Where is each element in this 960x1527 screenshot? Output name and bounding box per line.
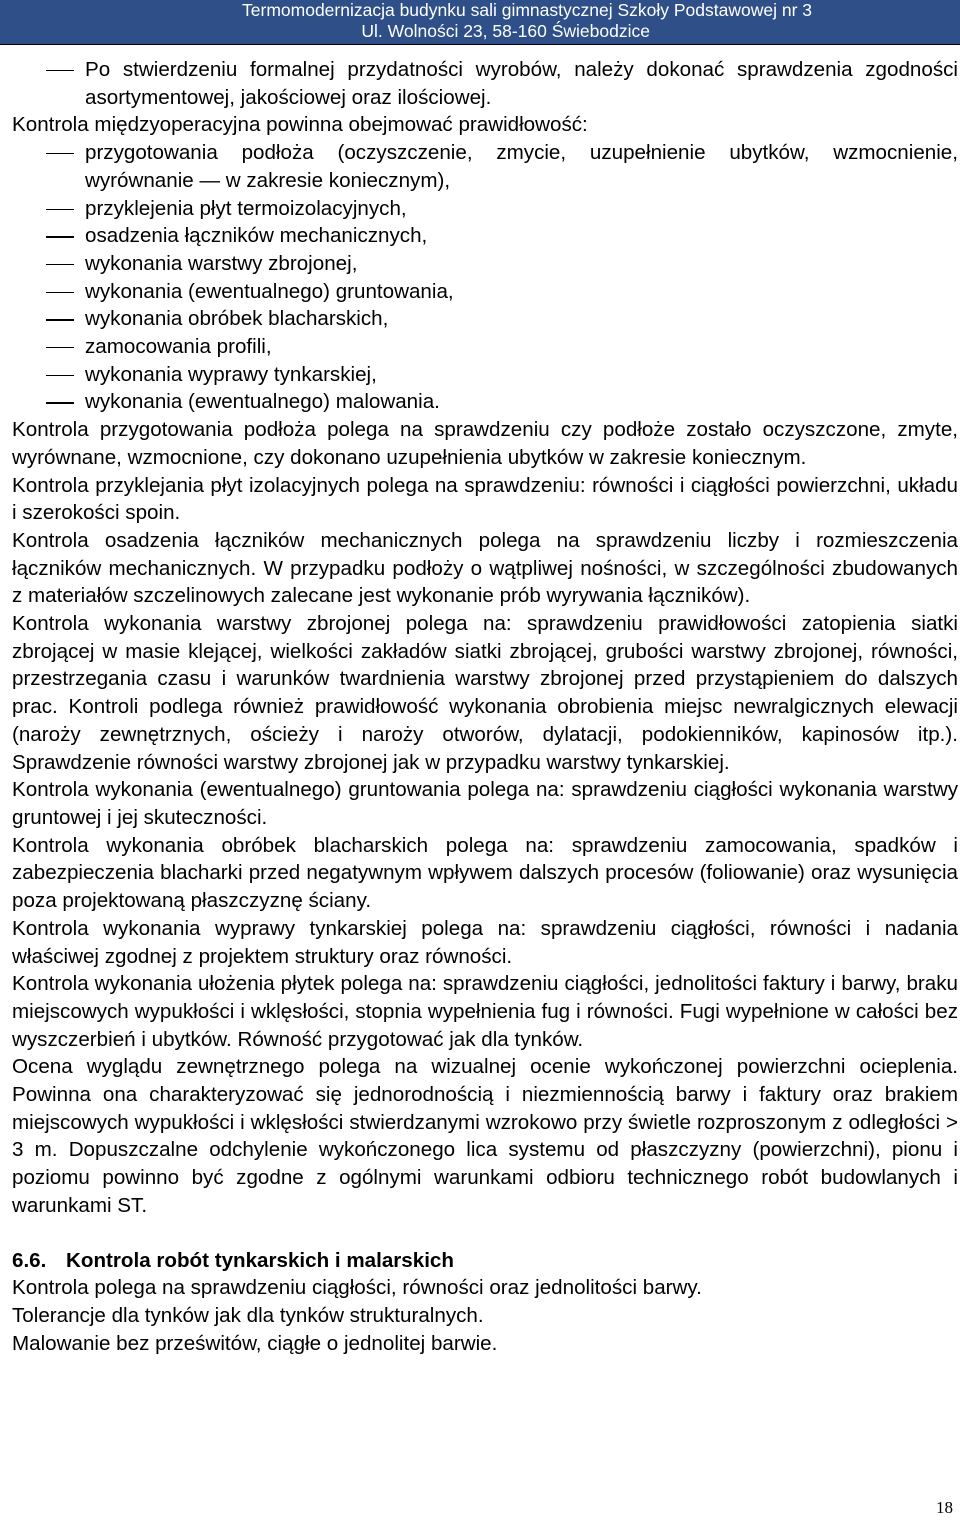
list-item: przygotowania podłoża (oczyszczenie, zmycie, uzupełnienie ubytków, wzmocnienie, wyrównanie — w zakresie koniecznym),	[12, 139, 958, 194]
section-line: Tolerancje dla tynków jak dla tynków strukturalnych.	[12, 1303, 484, 1327]
paragraph-plaster-control: Kontrola wykonania wyprawy tynkarskiej polega na: sprawdzeniu ciągłości, równości i nadania właściwej zgodnej z projektem struktury oraz równości.	[12, 916, 958, 968]
section-number: 6.6.	[12, 1248, 47, 1272]
document-body	[12, 56, 958, 1357]
paragraph-board-gluing-control: Kontrola przyklejania płyt izolacyjnych polega na sprawdzeniu: równości i ciągłości powierzchni, układu i szerokości spoin.	[12, 473, 958, 525]
paragraph-substrate-control: Kontrola przygotowania podłoża polega na sprawdzeniu czy podłoże zostało oczyszczone, zmyte, wyrównane, wzmocnione, czy dokonano uzupełnienia ubytków w zakresie koniecznym.	[12, 418, 958, 469]
paragraph-priming-control: Kontrola wykonania (ewentualnego) gruntowania polega na: sprawdzeniu ciągłości wykonania warstwy gruntowej i jej skuteczności.	[12, 778, 958, 829]
paragraph-anchors-control: Kontrola osadzenia łączników mechanicznych polega na sprawdzeniu liczby i rozmieszczenia łączników mechanicznych. W przypadku podłoży o wątpliwej nośności, w szczególności zbudowanych z materiałów szczelinowych zalecane jest wykonanie prób wyrywania łączników).	[12, 528, 958, 608]
list-item: wykonania (ewentualnego) malowania.	[12, 388, 958, 416]
paragraph-flashing-control: Kontrola wykonania obróbek blacharskich polega na: sprawdzeniu zamocowania, spadków i zabezpieczenia blacharki przed negatywnym wpływem dalszych procesów (foliowanie) oraz wysunięcia poza projektowaną płaszczyznę ściany.	[12, 833, 958, 913]
inter-operation-list	[12, 139, 958, 416]
section-line: Kontrola polega na sprawdzeniu ciągłości, równości oraz jednolitości barwy.	[12, 1276, 702, 1300]
header-title: Termomodernizacja budynku sali gimnastycznej Szkoły Podstawowej nr 3	[242, 0, 812, 20]
paragraph-reinforced-layer-control: Kontrola wykonania warstwy zbrojonej polega na: sprawdzeniu prawidłowości zatopienia siatki zbrojącej w masie klejącej, wielkości zakładów siatki zbrojącej, grubości warstwy zbrojonej, równości, przestrzegania czasu i warunków twardnienia warstwy zbrojonej przed przystąpieniem do dalszych prac. Kontroli podlega również prawidłowość wykonania obrobienia miejsc newralgicznych elewacji (naroży zewnętrznych, ościeży i naroży otworów, dylatacji, podokienników, kapinosów itp.). Sprawdzenie równości warstwy zbrojonej jak w przypadku warstwy tynkarskiej.	[12, 612, 958, 774]
section-title: Kontrola robót tynkarskich i malarskich	[66, 1248, 454, 1272]
page-number: 18	[936, 1498, 953, 1517]
list-item: wykonania warstwy zbrojonej,	[12, 250, 958, 278]
inter-operation-title: Kontrola międzyoperacyjna powinna obejmować prawidłowość:	[12, 113, 588, 137]
list-item: zamocowania profili,	[12, 333, 958, 361]
header-address: Ul. Wolności 23, 58-160 Świebodzice	[361, 21, 650, 41]
list-item: wykonania (ewentualnego) gruntowania,	[12, 278, 958, 306]
paragraph-tiles-control: Kontrola wykonania ułożenia płytek polega na: sprawdzeniu ciągłości, jednolitości faktury i barwy, braku miejscowych wypukłości i wklęsłości, stopnia wypełnienia fug i równości. Fugi wypełnione w całości bez wyszczerbień i ubytków. Równość przygotować jak dla tynków.	[12, 972, 958, 1051]
list-item: osadzenia łączników mechanicznych,	[12, 222, 958, 250]
page-header	[0, 0, 960, 45]
section-heading	[12, 1247, 958, 1275]
paragraph-appearance-assessment: Ocena wyglądu zewnętrznego polega na wizualnej ocenie wykończonej powierzchni ocieplenia. Powinna ona charakteryzować się jednorodnością i niezmiennością barwy i faktury oraz brakiem miejscowych wypukłości i wklęsłości stwierdzanymi wzrokowo przy świetle rozproszonym z odległości > 3 m. Dopuszczalne odchylenie wykończonego lica systemu od płaszczyzny (powierzchni), pionu i poziomu powinno być zgodne z ogólnymi warunkami odbioru technicznego robót budowlanych i warunkami ST.	[12, 1055, 958, 1217]
list-item: wykonania wyprawy tynkarskiej,	[12, 361, 958, 389]
intro-list-item: Po stwierdzeniu formalnej przydatności wyrobów, należy dokonać sprawdzenia zgodności asortymentowej, jakościowej oraz ilościowej.	[12, 56, 958, 111]
section-line: Malowanie bez prześwitów, ciągłe o jednolitej barwie.	[12, 1331, 498, 1355]
list-item: przyklejenia płyt termoizolacyjnych,	[12, 195, 958, 223]
list-item: wykonania obróbek blacharskich,	[12, 305, 958, 333]
